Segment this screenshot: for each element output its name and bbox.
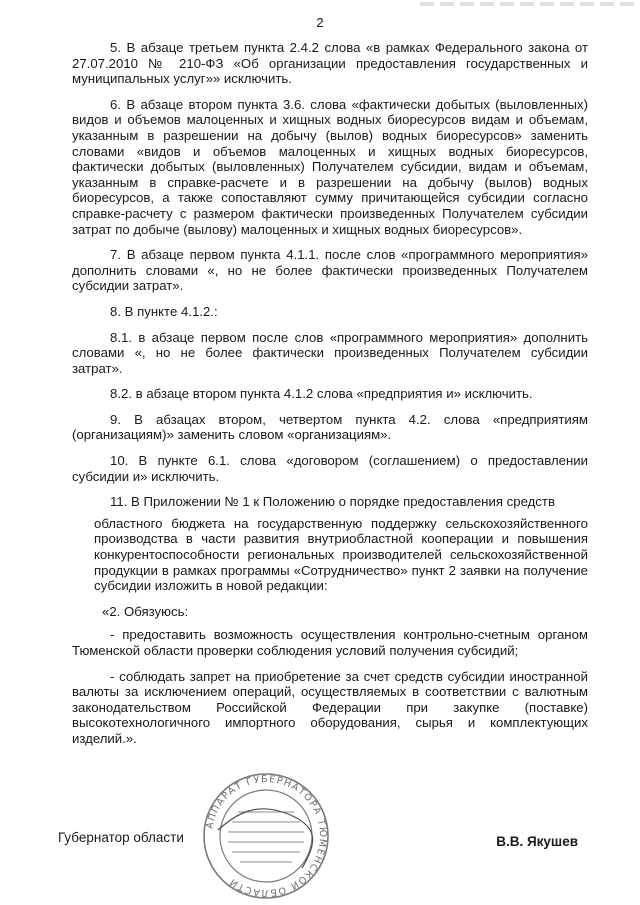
paragraph-7: 7. В абзаце первом пункта 4.1.1. после слов «программного мероприятия» дополнить словами «, но не более фактически произведенных Получателем субсидии затрат». [72, 247, 588, 294]
paragraph-11-continuation: областного бюджета на государственную поддержку сельскохозяйственного производства в части развития внутриобластной кооперации и повышения конкурентоспособности региональных производителей сельскохозяйственной продукции в рамках программы «Сотрудничество» пункт 2 заявки на получение субсидии изложить в новой редакции: [94, 515, 588, 594]
paragraph-10: 10. В пункте 6.1. слова «договором (соглашением) о предоставлении субсидии и» исключить. [72, 453, 588, 484]
signatory-title: Губернатор области [58, 830, 184, 845]
seal-ring-text: АППАРАТ ГУБЕРНАТОРА ТЮМЕНСКОЙ ОБЛАСТИ [204, 773, 329, 899]
paragraph-8-1: 8.1. в абзаце первом после слов «программного мероприятия» дополнить словами «, но не более фактически произведенных Получателем субсидии затрат». [72, 329, 588, 376]
paragraph-5: 5. В абзаце третьем пункта 2.4.2 слова «в рамках Федерального закона от 27.07.2010 № 210-ФЗ «Об организации предоставления государственных и муниципальных услуг»» исключить. [72, 40, 588, 87]
oath-heading: «2. Обязуюсь: [102, 603, 189, 619]
scan-artifact [420, 2, 640, 6]
paragraph-8-2: 8.2. в абзаце втором пункта 4.1.2 слова «предприятия и» исключить. [110, 386, 533, 402]
oath-item-2: - соблюдать запрет на приобретение за счет средств субсидии иностранной валюты за исключением операций, осуществляемых в соответствии с валютным законодательством Российской Федерации при закупке (поставке) высокотехнологичного импортного оборудования, сырья и комплектующих изделий.». [72, 668, 588, 746]
paragraph-9: 9. В абзацах втором, четвертом пункта 4.2. слова «предприятиям (организациям)» заменить словом «организациям». [72, 411, 588, 443]
paragraph-11: 11. В Приложении № 1 к Положению о порядке предоставления средств [110, 494, 555, 510]
page-number: 2 [316, 15, 324, 30]
signatory-name: В.В. Якушев [496, 834, 578, 849]
oath-item-1: - предоставить возможность осуществления контрольно-счетным органом Тюменской области проверки соблюдения условий получения субсидий; [72, 627, 588, 658]
paragraph-6: 6. В абзаце втором пункта 3.6. слова «фактически добытых (выловленных) видов и объемов малоценных и хищных водных биоресурсов видам и объемам, указанным в разрешении на добычу (вылов) водных биоресурсов» заменить словами «видов и объемов малоценных и хищных водных биоресурсов, фактически добытых (выловленных) Получателем субсидии, видам и объемам, указанным в справке-расчете и в разрешении на добычу (вылов) водных биоресурсов, а также сопоставляют сумму причитающейся субсидии согласно справке-расчету с размером фактически произведенных Получателем субсидии затрат по добыче (вылову) малоценных и хищных водных биоресурсов». [72, 96, 588, 237]
paragraph-8: 8. В пункте 4.1.2.: [110, 303, 218, 319]
official-seal [198, 772, 334, 900]
document-body [72, 40, 588, 757]
seal-graphic [198, 772, 334, 900]
svg-text:АППАРАТ ГУБЕРНАТОРА ТЮМЕНСКОЙ [204, 774, 328, 898]
